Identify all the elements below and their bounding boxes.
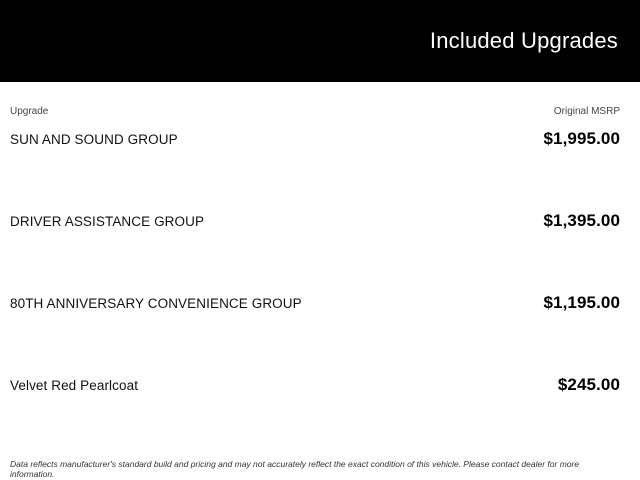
upgrade-price: $1,195.00: [543, 293, 620, 312]
table-row: [10, 129, 620, 211]
table-row: [10, 293, 620, 375]
table-header-row: [10, 82, 620, 117]
page-header: [0, 0, 640, 82]
page-title: Included Upgrades: [429, 28, 618, 53]
table-row: [10, 211, 620, 293]
upgrades-content: [0, 82, 640, 479]
upgrade-name: DRIVER ASSISTANCE GROUP: [10, 214, 205, 229]
upgrade-price: $1,995.00: [543, 129, 620, 148]
column-header-original-msrp: Original MSRP: [553, 106, 620, 117]
upgrade-price: $1,395.00: [543, 211, 620, 230]
upgrade-name: SUN AND SOUND GROUP: [10, 132, 178, 147]
upgrades-table: [10, 129, 620, 457]
table-row: [10, 375, 620, 457]
upgrade-name: 80TH ANNIVERSARY CONVENIENCE GROUP: [10, 296, 302, 311]
column-header-upgrade: Upgrade: [10, 106, 49, 117]
disclaimer-text: Data reflects manufacturer's standard build and pricing and may not accurately reflect the exact condition of this vehicle. Please contact dealer for more information.: [10, 459, 580, 480]
upgrade-price: $245.00: [557, 375, 620, 394]
upgrade-name: Velvet Red Pearlcoat: [10, 378, 139, 393]
